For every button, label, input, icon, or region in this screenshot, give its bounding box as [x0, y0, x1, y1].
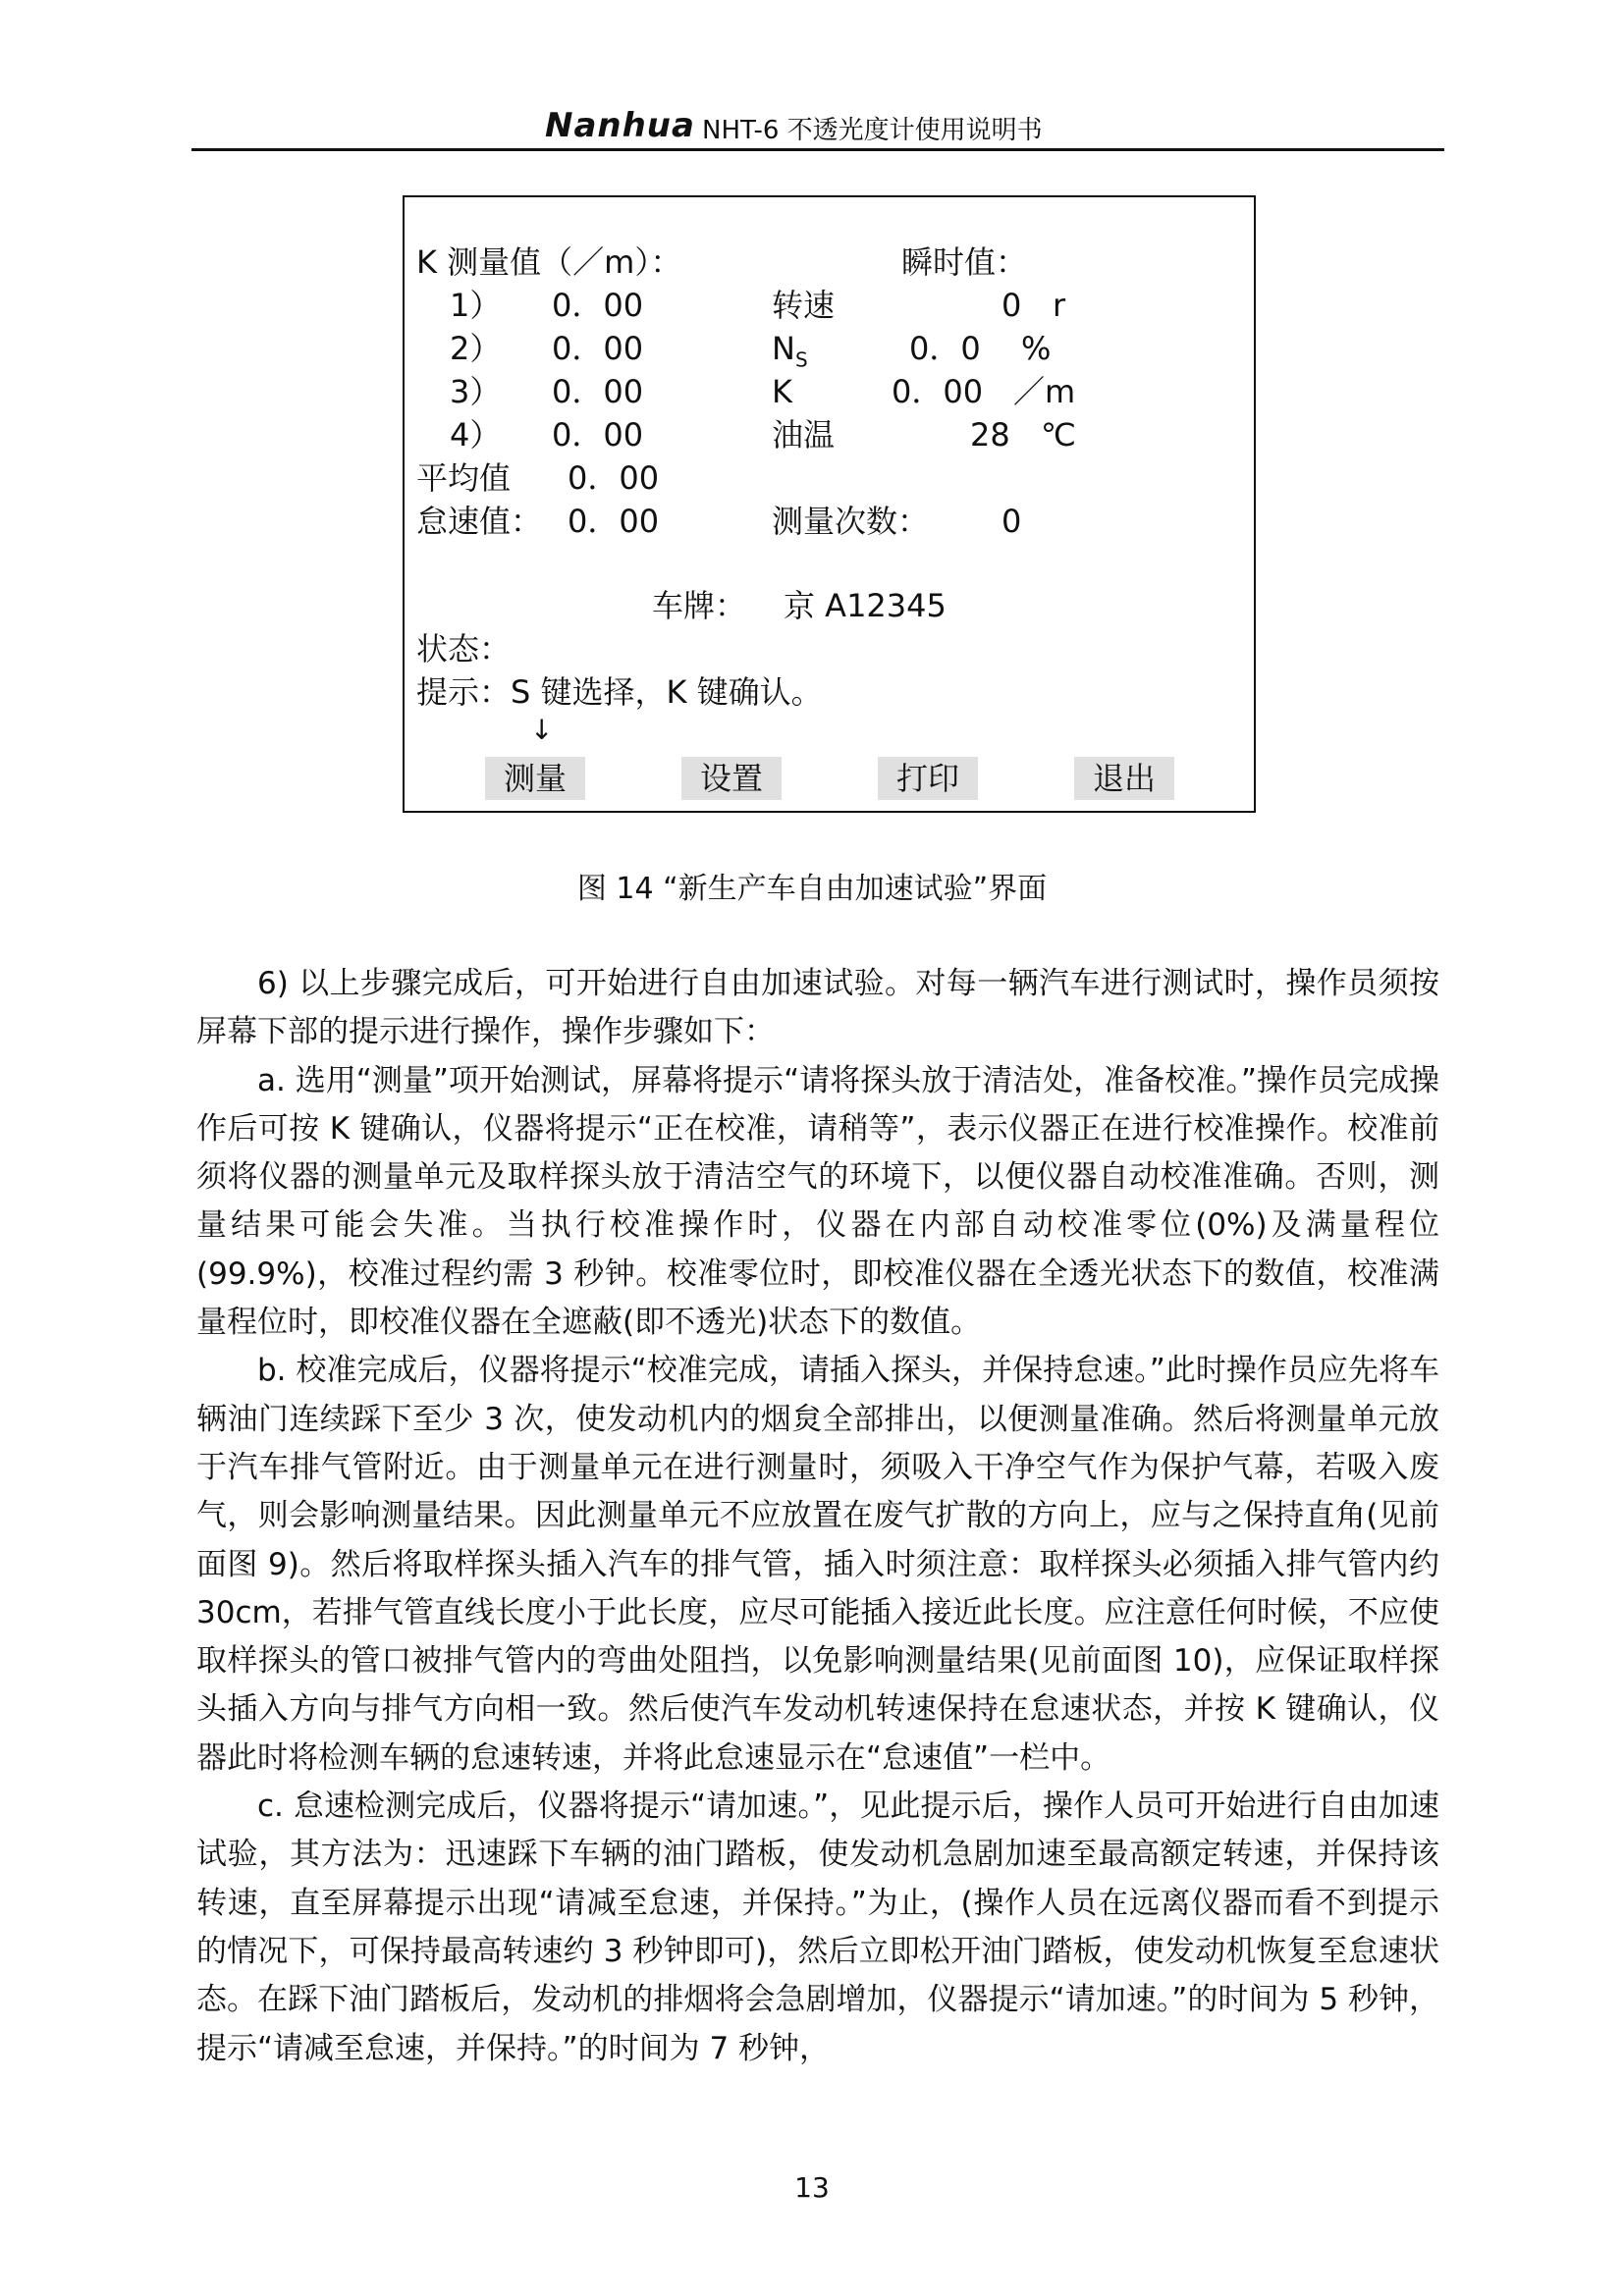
- plate-value: 京 A12345: [784, 587, 947, 624]
- paragraph: c. 怠速检测完成后，仪器将提示“请加速。”，见此提示后，操作人员可开始进行自由加速试验，其方法为：迅速踩下车辆的油门踏板，使发动机急剧加速至最高额定转速，并保持该转速，直至屏幕提示出现“请减至怠速，并保持。”为止，(操作人员在远离仪器而看不到提示的情况下，可保持最高转速约 3 秒钟即可)，然后立即松开油门踏板，使发动机恢复至怠速状态。在踩下油门踏板后，发动机的排烟将会急剧增加，仪器提示“请加速。”的时间为 5 秒钟，提示“请减至怠速，并保持。”的时间为 7 秒钟，: [196, 1789, 1439, 2066]
- rpm-value: 0: [1001, 287, 1022, 324]
- paragraph: b. 校准完成后，仪器将提示“校准完成，请插入探头，并保持怠速。”此时操作员应先将车辆油门连续踩下至少 3 次，使发动机内的烟炱全部排出，以便测量准确。然后将测量单元放于汽车排气管附近。由于测量单元在进行测量时，须吸入干净空气作为保护气幕，若吸入废气，则会影响测量结果。因此测量单元不应放置在废气扩散的方向上，应与之保持直角(见前面图 9)。然后将取样探头插入汽车的排气管，插入时须注意：取样探头必须插入排气管内约 30cm，若排气管直线长度小于此长度，应尽可能插入接近此长度。应注意任何时候，不应使取样探头的管口被排气管内的弯曲处阻挡，以免影响测量结果(见前面图 10)，应保证取样探头插入方向与排气方向相一致。然后使汽车发动机转速保持在怠速状态，并按 K 键确认，仪器此时将检测车辆的怠速转速，并将此怠速显示在“怠速值”一栏中。: [196, 1353, 1439, 1776]
- ns-label: $N_S$: [772, 330, 808, 372]
- row-index: 1）: [450, 287, 502, 324]
- ns-unit: %: [1021, 330, 1052, 367]
- ns-value: 0．0: [909, 330, 981, 367]
- page-number: 13: [794, 2171, 830, 2204]
- instant-label: 瞬时值：: [901, 243, 1028, 281]
- idle-label: 怠速值：: [416, 503, 543, 540]
- status-label: 状态：: [416, 630, 512, 667]
- row-index: 2）: [450, 330, 502, 367]
- hint-text: 提示：S 键选择，K 键确认。: [416, 673, 823, 711]
- menu-measure-button[interactable]: 测量: [485, 757, 585, 800]
- body-text: [196, 960, 1439, 2073]
- paragraph: a. 选用“测量”项开始测试，屏幕将提示“请将探头放于清洁处，准备校准。”操作员完成操作后可按 K 键确认，仪器将提示“正在校准，请稍等”，表示仪器正在进行校准操作。校准前须将仪器的测量单元及取样探头放于清洁空气的环境下，以便仪器自动校准准确。否则，测量结果可能会失准。当执行校准操作时，仪器在内部自动校准零位(0%)及满量程位(99.9%)，校准过程约需 3 秒钟。校准零位时，即校准仪器在全透光状态下的数值，校准满量程位时，即校准仪器在全遮蔽(即不透光)状态下的数值。: [196, 1062, 1439, 1341]
- count-value: 0: [1001, 503, 1022, 540]
- instrument-screen: [403, 195, 1256, 813]
- nanhua-logo: Nanhua: [545, 106, 695, 145]
- average-label: 平均值: [416, 459, 512, 497]
- rpm-label: 转速: [772, 287, 836, 324]
- k-instant-value: 0．00: [892, 373, 984, 410]
- k-instant-label: K: [772, 373, 792, 410]
- rpm-unit: r: [1053, 287, 1066, 324]
- k-measure-label: K 测量值（／m）：: [416, 243, 682, 281]
- average-value: 0．00: [568, 459, 660, 497]
- row-value: 0．00: [552, 330, 644, 367]
- paragraph: 6) 以上步骤完成后，可开始进行自由加速试验。对每一辆汽车进行测试时，操作员须按屏幕下部的提示进行操作，操作步骤如下：: [196, 966, 1439, 1050]
- menu-settings-button[interactable]: 设置: [681, 757, 782, 800]
- menu-print-button[interactable]: 打印: [878, 757, 978, 800]
- plate-label: 车牌：: [652, 587, 747, 624]
- idle-value: 0．00: [568, 503, 660, 540]
- header-title: NHT-6 不透光度计使用说明书: [702, 116, 1043, 145]
- oil-temp-value: 28: [970, 416, 1010, 454]
- row-value: 0．00: [552, 416, 644, 454]
- oil-temp-label: 油温: [772, 416, 836, 454]
- row-index: 3）: [450, 373, 502, 410]
- menu-exit-button[interactable]: 退出: [1074, 757, 1174, 800]
- k-instant-unit: ／m: [1013, 373, 1076, 410]
- count-label: 测量次数：: [772, 503, 930, 540]
- figure-caption: 图 14 “新生产车自由加速试验”界面: [576, 872, 1048, 906]
- arrow-down-icon: ↓: [530, 714, 554, 746]
- oil-temp-unit: ℃: [1041, 416, 1076, 454]
- row-index: 4）: [450, 416, 502, 454]
- row-value: 0．00: [552, 373, 644, 410]
- ns-subscript: S: [794, 347, 808, 372]
- page-header: [191, 106, 1444, 150]
- header-divider: [191, 148, 1444, 151]
- row-value: 0．00: [552, 287, 644, 324]
